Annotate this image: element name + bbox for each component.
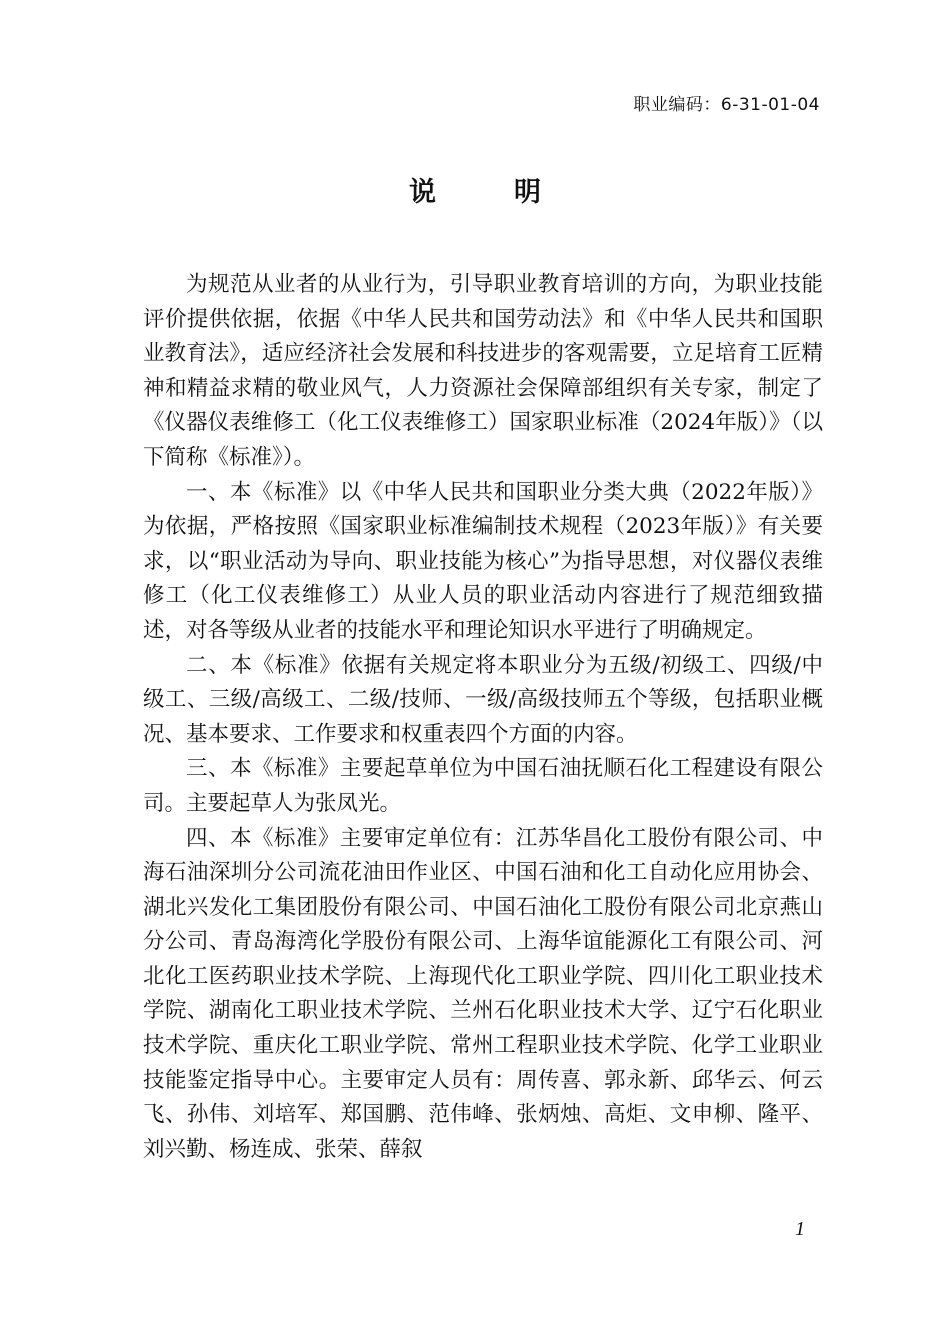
document-body — [143, 268, 823, 1167]
page-title: 说明 — [409, 177, 619, 208]
occupation-code: 职业编码：6-31-01-04 — [633, 95, 820, 115]
paragraph-2: 二、本《标准》依据有关规定将本职业分为五级/初级工、四级/中级工、三级/高级工、二级/技师、一级/高级技师五个等级，包括职业概况、基本要求、工作要求和权重表四个方面的内容。 — [143, 652, 823, 747]
page-number: 1 — [795, 1218, 805, 1240]
paragraph-1: 一、本《标准》以《中华人民共和国职业分类大典（2022年版）》为依据，严格按照《国家职业标准编制技术规程（2023年版）》有关要求，以“职业活动为导向、职业技能为核心”为指导思想，对仪器仪表维修工（化工仪表维修工）从业人员的职业活动内容进行了规范细致描述，对各等级从业者的技能水平和理论知识水平进行了明确规定。 — [143, 479, 823, 643]
paragraph-intro: 为规范从业者的从业行为，引导职业教育培训的方向，为职业技能评价提供依据，依据《中华人民共和国劳动法》和《中华人民共和国职业教育法》，适应经济社会发展和科技进步的客观需要，立足培育工匠精神和精益求精的敬业风气，人力资源社会保障部组织有关专家，制定了《仪器仪表维修工（化工仪表维修工）国家职业标准（2024年版）》（以下简称《标准》）。 — [143, 272, 823, 470]
paragraph-3: 三、本《标准》主要起草单位为中国石油抚顺石化工程建设有限公司。主要起草人为张凤光。 — [143, 756, 823, 816]
paragraph-4: 四、本《标准》主要审定单位有：江苏华昌化工股份有限公司、中海石油深圳分公司流花油田作业区、中国石油和化工自动化应用协会、湖北兴发化工集团股份有限公司、中国石油化工股份有限公司北京燕山分公司、青岛海湾化学股份有限公司、上海华谊能源化工有限公司、河北化工医药职业技术学院、上海现代化工职业学院、四川化工职业技术学院、湖南化工职业技术学院、兰州石化职业技术大学、辽宁石化职业技术学院、重庆化工职业学院、常州工程职业技术学院、化学工业职业技能鉴定指导中心。主要审定人员有：周传喜、郭永新、邱华云、何云飞、孙伟、刘培军、郑国鹏、范伟峰、张炳烛、高炬、文申柳、隆平、刘兴勤、杨连成、张荣、薛叙 — [143, 825, 823, 1162]
